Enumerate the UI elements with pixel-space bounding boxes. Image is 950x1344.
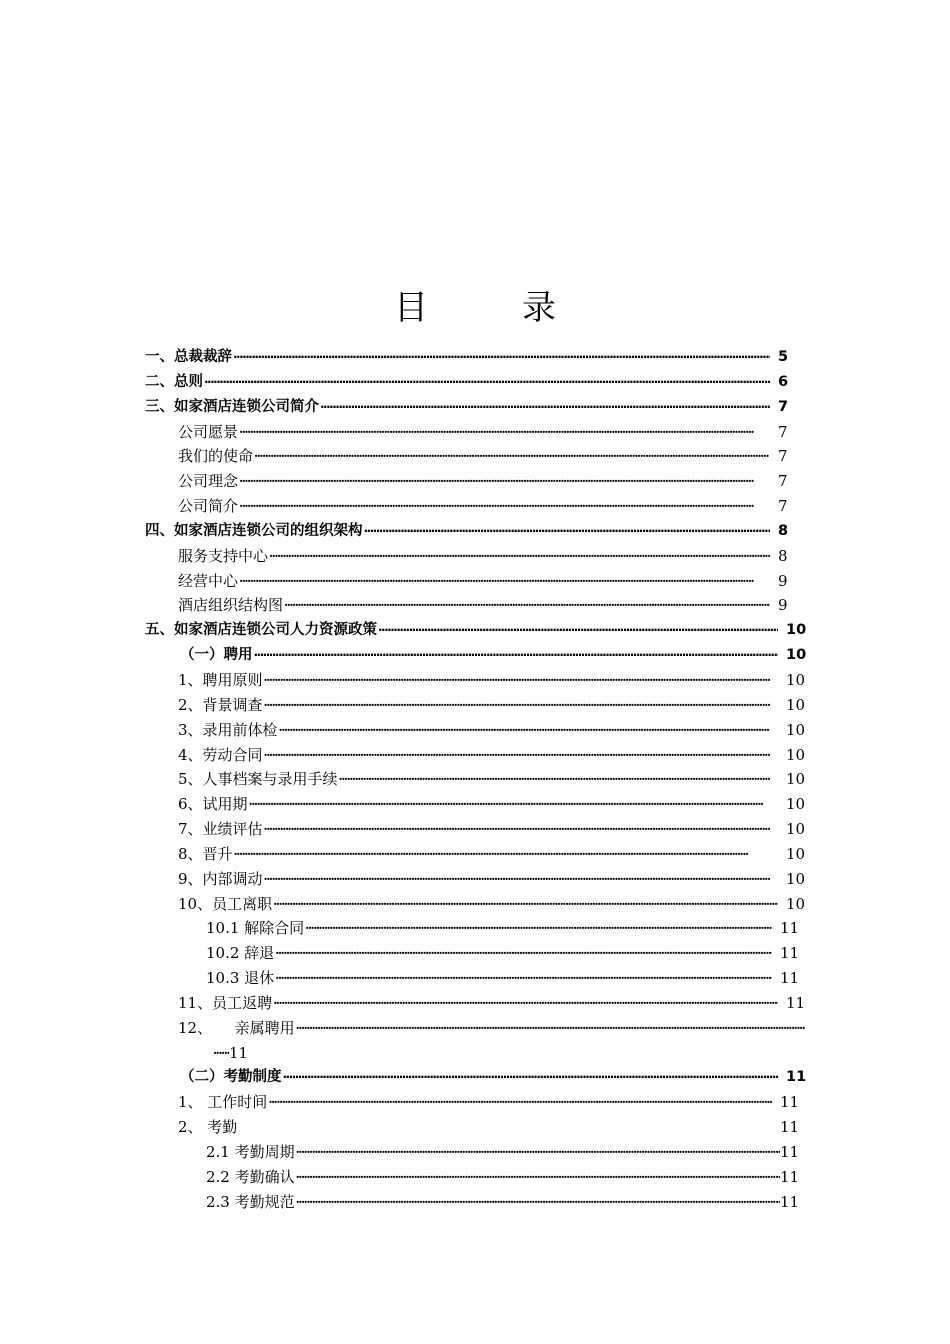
toc-leader	[273, 991, 778, 1016]
toc-entry-label: 1、 工作时间	[178, 1093, 268, 1112]
toc-entry-page: 7	[778, 497, 788, 516]
toc-entry-label: 酒店组织结构图	[178, 596, 284, 615]
toc-entry-page: 5	[778, 349, 789, 365]
toc-entry-label: 10、员工离职	[178, 894, 273, 913]
toc-entry[interactable]	[0, 1065, 950, 1090]
table-of-contents	[0, 345, 950, 1215]
toc-entry-page: 10	[786, 695, 806, 714]
toc-leader	[275, 941, 772, 966]
toc-leader	[320, 395, 770, 420]
toc-entry-page: 11	[780, 919, 800, 938]
toc-entry-page: 11	[780, 969, 800, 988]
toc-leader	[284, 593, 770, 618]
toc-leader	[239, 569, 770, 594]
toc-leader	[279, 718, 770, 743]
toc-entry[interactable]	[0, 1190, 950, 1215]
toc-leader	[296, 1190, 780, 1215]
toc-leader	[283, 1065, 779, 1090]
toc-entry-page: 10	[786, 770, 806, 789]
toc-entry-label: 二、总则	[145, 373, 203, 390]
toc-entry-page: 8	[778, 522, 789, 539]
toc-entry-page: 11	[780, 1118, 800, 1137]
toc-entry-page: 11	[780, 1167, 800, 1186]
toc-leader	[364, 519, 771, 544]
toc-entry-page: 11	[786, 993, 806, 1012]
toc-leader	[204, 370, 770, 395]
toc-leader	[254, 444, 770, 469]
toc-entry[interactable]	[0, 544, 950, 569]
toc-entry-label: 5、人事档案与录用手续	[178, 770, 338, 789]
toc-entry-page: 10	[786, 720, 806, 739]
toc-entry-page: 6	[778, 373, 789, 390]
toc-leader	[239, 420, 770, 445]
toc-entry[interactable]	[0, 966, 950, 991]
toc-entry-page: 10	[786, 820, 806, 839]
toc-entry[interactable]	[0, 941, 950, 966]
toc-entry[interactable]	[0, 345, 950, 370]
toc-leader	[296, 1165, 780, 1190]
toc-leader	[264, 867, 770, 892]
toc-entry[interactable]	[0, 1165, 950, 1190]
toc-entry[interactable]	[0, 593, 950, 618]
toc-entry-label: 2.1 考勤周期	[206, 1143, 295, 1161]
toc-entry-page: 10	[786, 670, 806, 689]
toc-entry[interactable]	[0, 1115, 950, 1140]
toc-entry-label: 三、如家酒店连锁公司简介	[145, 398, 319, 415]
toc-entry-label: 12、 亲属聘用	[178, 1018, 295, 1037]
toc-entry-label: 6、试用期	[178, 795, 248, 814]
toc-leader	[296, 1016, 805, 1041]
toc-entry-page: 10	[786, 869, 806, 888]
toc-entry-page: 10	[786, 647, 807, 664]
toc-entry-label: 10.1 解除合同	[206, 919, 305, 938]
toc-leader	[275, 966, 772, 991]
toc-entry-page: 10	[786, 844, 806, 863]
toc-entry-label: 1、聘用原则	[178, 670, 263, 689]
toc-entry-label: 五、如家酒店连锁公司人力资源政策	[145, 622, 377, 639]
toc-entry[interactable]	[0, 693, 950, 718]
toc-entry-label: （二）考勤制度	[180, 1069, 282, 1086]
toc-leader	[264, 743, 770, 768]
toc-entry-continuation	[0, 1041, 950, 1066]
toc-entry-page: 8	[778, 546, 788, 565]
toc-leader	[269, 544, 770, 569]
toc-entry-page: 11	[780, 944, 800, 963]
toc-leader	[268, 1090, 772, 1115]
toc-entry-page: 10	[786, 894, 806, 913]
toc-leader	[264, 693, 770, 718]
toc-entry-page: 11	[780, 1093, 800, 1112]
toc-entry-label: 2、 考勤	[178, 1118, 238, 1137]
toc-entry-label: 4、劳动合同	[178, 745, 263, 764]
toc-leader	[239, 469, 770, 494]
toc-entry-page: 11	[229, 1043, 249, 1062]
toc-entry-label: 四、如家酒店连锁公司的组织架构	[145, 522, 363, 539]
toc-entry[interactable]	[0, 916, 950, 941]
toc-entry-page: 11	[786, 1069, 807, 1086]
toc-entry-label: 经营中心	[178, 571, 239, 590]
toc-entry-page: 9	[778, 596, 788, 615]
toc-leader	[264, 817, 770, 842]
toc-entry-label: （一）聘用	[180, 647, 253, 664]
toc-entry-label: 10.3 退休	[206, 969, 275, 988]
toc-entry-page: 10	[786, 622, 807, 639]
toc-title: 目 录	[394, 288, 586, 328]
toc-entry-label: 7、业绩评估	[178, 820, 263, 839]
toc-entry-page: 7	[778, 398, 789, 415]
toc-entry-label: 公司简介	[178, 497, 239, 516]
toc-leader	[339, 767, 770, 792]
toc-leader	[249, 792, 770, 817]
toc-entry[interactable]	[0, 867, 950, 892]
toc-leader	[254, 643, 779, 668]
toc-leader	[296, 1140, 780, 1165]
toc-entry[interactable]	[0, 991, 950, 1016]
toc-leader	[239, 494, 770, 519]
toc-entry-label: 2.3 考勤规范	[206, 1192, 295, 1211]
toc-entry-page: 7	[778, 472, 788, 491]
toc-entry[interactable]	[0, 767, 950, 792]
toc-entry[interactable]	[0, 718, 950, 743]
toc-entry-page: 10	[786, 795, 806, 814]
toc-entry-label: 公司理念	[178, 472, 239, 491]
toc-entry[interactable]	[0, 842, 950, 867]
toc-entry[interactable]	[0, 494, 950, 519]
toc-entry-label: 我们的使命	[178, 447, 254, 466]
toc-entry[interactable]	[0, 643, 950, 668]
toc-entry-label: 服务支持中心	[178, 546, 269, 565]
toc-entry-label: 9、内部调动	[178, 869, 263, 888]
toc-leader	[264, 668, 770, 693]
toc-entry[interactable]	[0, 668, 950, 693]
toc-entry-page: 10	[786, 745, 806, 764]
toc-entry[interactable]	[0, 569, 950, 594]
toc-entry[interactable]	[0, 1016, 950, 1041]
toc-entry[interactable]	[0, 370, 950, 395]
toc-leader	[213, 1041, 229, 1066]
toc-entry-label: 8、晋升	[178, 844, 233, 863]
toc-entry-label: 11、员工返聘	[178, 993, 273, 1012]
toc-entry-label: 10.2 辞退	[206, 944, 275, 963]
toc-entry-label: 3、录用前体检	[178, 720, 278, 739]
toc-entry-label: 公司愿景	[178, 422, 239, 441]
toc-leader	[234, 842, 770, 867]
toc-entry-page: 7	[778, 447, 788, 466]
toc-entry-page: 11	[780, 1143, 800, 1161]
toc-entry-page: 9	[778, 571, 788, 590]
toc-entry[interactable]	[0, 817, 950, 842]
toc-entry[interactable]	[0, 444, 950, 469]
toc-entry-label: 2.2 考勤确认	[206, 1167, 295, 1186]
toc-entry[interactable]	[0, 469, 950, 494]
toc-entry-page: 7	[778, 422, 788, 441]
toc-entry[interactable]	[0, 892, 950, 917]
toc-entry[interactable]	[0, 743, 950, 768]
toc-entry-page: 11	[780, 1192, 800, 1211]
toc-entry[interactable]	[0, 1090, 950, 1115]
toc-entry-label: 一、总裁裁辞	[145, 349, 232, 365]
toc-entry[interactable]	[0, 618, 950, 643]
toc-leader	[273, 892, 778, 917]
toc-leader	[233, 345, 770, 370]
toc-leader	[305, 916, 772, 941]
toc-leader	[378, 618, 778, 643]
toc-entry[interactable]	[0, 395, 950, 420]
toc-entry[interactable]	[0, 792, 950, 817]
toc-entry-label: 2、背景调查	[178, 695, 263, 714]
toc-entry[interactable]	[0, 420, 950, 445]
toc-entry[interactable]	[0, 519, 950, 544]
toc-entry[interactable]	[0, 1140, 950, 1165]
